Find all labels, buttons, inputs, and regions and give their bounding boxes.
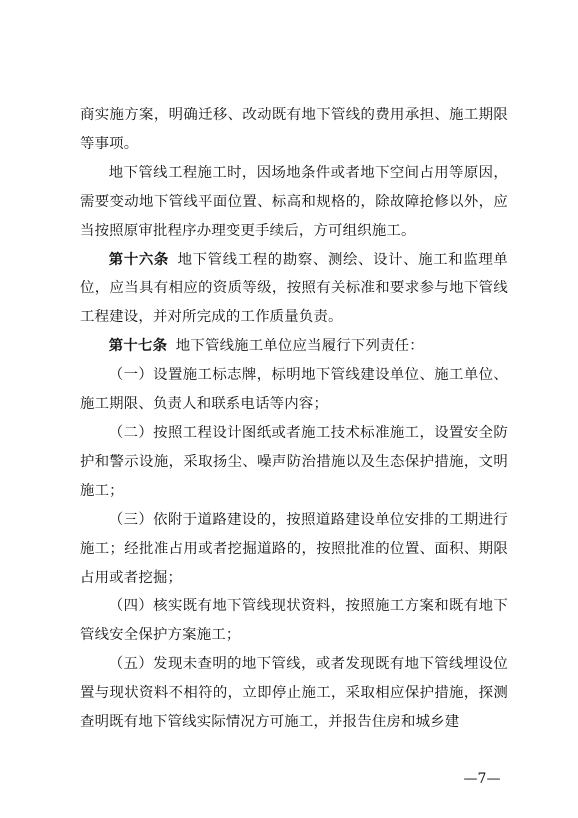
- paragraph-text: （五）发现未查明的地下管线，或者发现既有地下管线埋设位置与现状资料不相符的，立即停止施工，采取相应保护措施，探测查明既有地下管线实际情况方可施工，并报告住房和城乡建: [80, 656, 508, 731]
- body-paragraph: [80, 361, 508, 419]
- document-body: [80, 101, 508, 737]
- paragraph-text: （四）核实既有地下管线现状资料，按照施工方案和既有地下管线安全保护方案施工；: [80, 598, 508, 644]
- article-number: 第十七条: [108, 338, 168, 355]
- body-paragraph: [80, 101, 508, 159]
- article-number: 第十六条: [108, 251, 169, 268]
- body-paragraph: [80, 506, 508, 593]
- paragraph-text: 商实施方案，明确迁移、改动既有地下管线的费用承担、施工期限等事项。: [80, 107, 508, 152]
- paragraph-text: 地下管线施工单位应当履行下列责任：: [175, 338, 424, 355]
- body-paragraph: [80, 650, 508, 737]
- article-paragraph: [80, 332, 508, 361]
- paragraph-text: （二）按照工程设计图纸或者施工技术标准施工，设置安全防护和警示设施，采取扬尘、噪声防治措施以及生态保护措施，文明施工；: [80, 424, 508, 499]
- body-paragraph: [80, 592, 508, 650]
- paragraph-text: 地下管线工程施工时，因场地条件或者地下空间占用等原因，需要变动地下管线平面位置、标高和规格的，除故障抢修以外，应当按照原审批程序办理变更手续后，方可组织施工。: [80, 164, 508, 239]
- paragraph-text: （三）依附于道路建设的，按照道路建设单位安排的工期进行施工；经批准占用或者挖掘道路的，按照批准的位置、面积、期限占用或者挖掘；: [80, 511, 508, 586]
- body-paragraph: [80, 159, 508, 246]
- body-paragraph: [80, 419, 508, 506]
- article-paragraph: [80, 246, 508, 333]
- paragraph-text: 地下管线工程的勘察、测绘、设计、施工和监理单位，应当具有相应的资质等级，按照有关标准和要求参与地下管线工程建设，并对所完成的工作质量负责。: [80, 251, 508, 326]
- page-number: —7—: [463, 771, 501, 787]
- paragraph-text: （一）设置施工标志牌，标明地下管线建设单位、施工单位、施工期限、负责人和联系电话等内容；: [80, 367, 508, 413]
